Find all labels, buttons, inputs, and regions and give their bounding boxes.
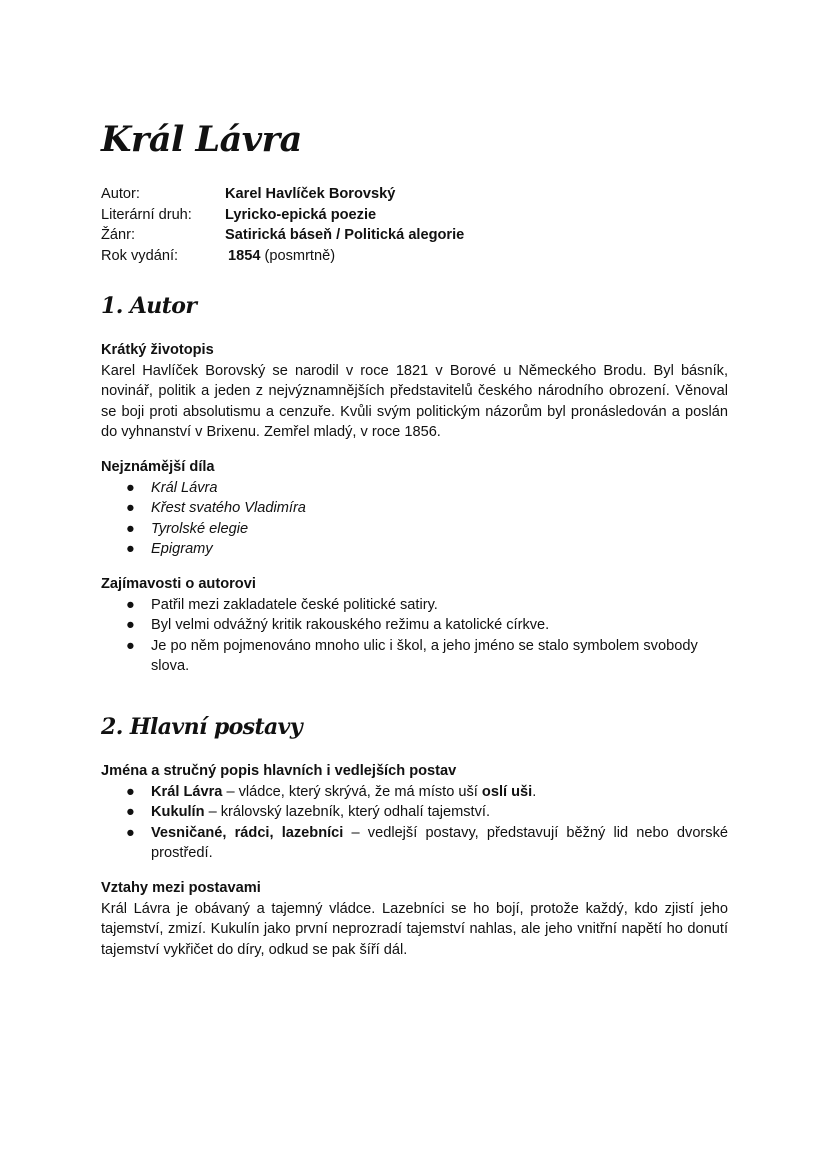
subheading-characters: Jména a stručný popis hlavních i vedlejších postav (101, 763, 457, 779)
bio-block (101, 340, 728, 443)
work-title: Epigramy (151, 541, 213, 557)
meta-label: Literární druh: (101, 206, 192, 223)
meta-label: Žánr: (101, 227, 136, 243)
meta-value: Lyricko-epická poezie (225, 206, 377, 223)
subheading-relations: Vztahy mezi postavami (101, 880, 261, 896)
meta-year: 1854 (228, 247, 261, 264)
list-item (101, 498, 728, 519)
list-item (101, 636, 728, 677)
character-desc: – královský lazebník, který odhalí tajemství. (204, 804, 491, 820)
characters-list (101, 782, 728, 864)
character-desc-end: . (532, 783, 537, 800)
meta-year-note: (posmrtně) (264, 247, 336, 264)
facts-list (101, 595, 728, 677)
fact-text: Patřil mezi zakladatele české politické satiry. (151, 596, 438, 613)
meta-label: Autor: (101, 186, 140, 202)
characters-block (101, 761, 728, 864)
bullet-icon: ● (126, 479, 135, 496)
list-item (101, 782, 728, 803)
bio-paragraph: Karel Havlíček Borovský se narodil v roce 1821 v Borové u Německého Brodu. Byl básník, novinář, politik a jeden z nejvýznamnějších představitelů českého národního obrození. Věnoval se boji proti absolutismu a cenzuře. Kvůli svým politickým názorům byl pronásledován a poslán do vyhnanství v Brixenu. Zemřel mladý, v roce 1856. (101, 362, 728, 440)
subheading-facts: Zajímavosti o autorovi (101, 576, 256, 592)
works-block (101, 457, 728, 560)
work-title: Tyrolské elegie (151, 520, 249, 537)
list-item (101, 595, 728, 616)
bullet-icon: ● (126, 637, 135, 654)
list-item (101, 519, 728, 540)
bullet-icon: ● (126, 824, 135, 841)
meta-value: Satirická báseň / Politická alegorie (225, 227, 465, 243)
subheading-works: Nejznámější díla (101, 459, 215, 475)
character-desc: – vládce, který skrývá, že má místo uší (222, 783, 482, 800)
character-desc: – vedlejší postavy, představují běžný lid nebo dvorské prostředí. (151, 824, 729, 861)
meta-value (225, 246, 335, 267)
character-name: Král Lávra (151, 783, 223, 800)
character-name: Vesničané, rádci, lazebníci (151, 824, 344, 841)
list-item (101, 539, 728, 560)
works-list (101, 478, 728, 560)
list-item (101, 478, 728, 499)
meta-value: Karel Havlíček Borovský (225, 186, 396, 202)
meta-row-genre (101, 225, 701, 246)
fact-text: Je po něm pojmenováno mnoho ulic i škol, a jeho jméno se stalo symbolem svobody slova. (151, 637, 698, 674)
bullet-icon: ● (126, 520, 135, 537)
meta-row-year (101, 246, 701, 267)
work-title: Křest svatého Vladimíra (151, 500, 306, 516)
subheading-bio: Krátký životopis (101, 342, 214, 358)
document-title: Král Lávra (101, 119, 302, 160)
bullet-icon: ● (126, 500, 135, 516)
meta-label: Rok vydání: (101, 247, 179, 264)
bullet-icon: ● (126, 783, 135, 800)
bullet-icon: ● (126, 804, 135, 820)
metadata-table (101, 184, 701, 266)
relations-paragraph: Král Lávra je obávaný a tajemný vládce. Lazebníci se ho bojí, protože každý, kdo zjistí jeho tajemství, zmizí. Kukulín jako první neprozradí tajemství nahlas, ale jeho vnitřní napětí ho donutí tajemství vykřičet do díry, odkud se pak šíří dál. (101, 900, 728, 958)
bullet-icon: ● (126, 596, 135, 613)
list-item (101, 615, 728, 636)
meta-row-author (101, 184, 701, 205)
list-item (101, 802, 728, 823)
bullet-icon: ● (126, 617, 135, 633)
section-heading-characters: 2. Hlavní postavy (101, 714, 303, 740)
meta-row-literary-kind (101, 205, 701, 226)
section-heading-author: 1. Autor (101, 293, 197, 319)
character-name: Kukulín (151, 804, 205, 820)
facts-block (101, 574, 728, 677)
work-title: Král Lávra (151, 479, 218, 496)
fact-text: Byl velmi odvážný kritik rakouského režimu a katolické církve. (151, 617, 550, 633)
relations-block (101, 878, 728, 960)
bullet-icon: ● (126, 541, 135, 557)
character-desc-emphasis: oslí uši (481, 783, 533, 800)
list-item (101, 823, 728, 864)
